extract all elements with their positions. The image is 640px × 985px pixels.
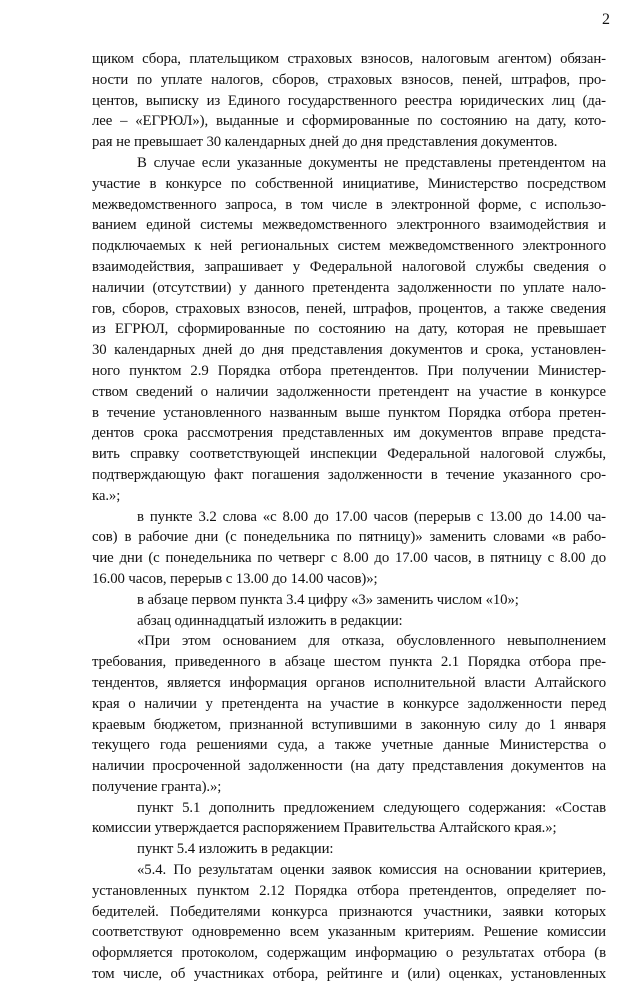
- document-body: [92, 49, 606, 985]
- text-line: ного пунктом 2.9 Порядка отбора претендентов. При получении Министер-: [92, 362, 606, 379]
- text-line: оформляется протоколом, содержащим информацию о результатах отбора (в: [92, 945, 606, 962]
- text-line: том числе, об участниках отбора, рейтинге и (или) оценках, установленных: [92, 966, 606, 983]
- text-line: ка.»;: [92, 487, 121, 504]
- text-line: наличии (отсутствии) у данного претендента задолженности по уплате нало-: [92, 279, 606, 296]
- text-line: из ЕГРЮЛ, сформированные по состоянию на дату, которая не превышает: [92, 321, 606, 338]
- text-line: дентов срока рассмотрения представленных им документов вправе предста-: [92, 425, 606, 442]
- text-line: ством сведений о наличии задолженности претендент на участие в конкурсе: [92, 383, 606, 400]
- text-line: комиссии утверждается распоряжением Правительства Алтайского края.»;: [92, 820, 557, 837]
- text-line: межведомственного запроса, в том числе в электронной форме, с использо-: [92, 196, 606, 213]
- text-line: 30 календарных дней до дня представления документов и срока, установлен-: [92, 342, 606, 359]
- text-line: рая не превышает 30 календарных дней до дня представления документов.: [92, 134, 558, 151]
- text-line: «5.4. По результатам оценки заявок комиссия на основании критериев,: [137, 862, 606, 879]
- text-line: требования, приведенного в абзаце шестом пункта 2.1 Порядка отбора пре-: [92, 654, 606, 671]
- text-line: вить справку соответствующей инспекции Федеральной налоговой службы,: [92, 446, 606, 463]
- text-line: в течение установленного названным выше пунктом Порядка отбора претен-: [92, 404, 606, 421]
- text-line: наличии просроченной задолженности (на дату представления документов на: [92, 758, 606, 775]
- text-line: «При этом основанием для отказа, обусловленного невыполнением: [137, 633, 606, 650]
- text-line: сов) в рабочие дни (с понедельника по пятницу)» заменить словами «в рабо-: [92, 529, 606, 546]
- text-line: взаимодействия, запрашивает у Федеральной налоговой службы сведения о: [92, 258, 606, 275]
- text-line: установленных пунктом 2.12 Порядка отбора претендентов, определяет по-: [92, 882, 606, 899]
- text-line: гов, сборов, страховых взносов, пеней, штрафов, процентов, а также сведения: [92, 300, 606, 317]
- text-line: пункт 5.4 изложить в редакции:: [137, 841, 334, 858]
- text-line: подтверждающую факт погашения задолженности в течение указанного сро-: [92, 466, 606, 483]
- text-line: ности по уплате налогов, сборов, страховых взносов, пеней, штрафов, про-: [92, 71, 606, 88]
- text-line: края о наличии у претендента на участие в конкурсе задолженности перед: [92, 695, 606, 712]
- text-line: щиком сбора, плательщиком страховых взносов, налоговым агентом) обязан-: [92, 51, 606, 67]
- text-line: лее – «ЕГРЮЛ»), выданные и сформированные по состоянию на дату, кото-: [92, 113, 606, 130]
- text-line: краевым бюджетом, признанной вступившими в законную силу до 1 января: [92, 716, 606, 733]
- text-line: центов, выписку из Единого государственного реестра юридических лиц (да-: [92, 92, 606, 109]
- text-line: пункт 5.1 дополнить предложением следующего содержания: «Состав: [137, 799, 606, 816]
- text-line: текущего года решениями суда, а также учетные данные Министерства о: [92, 737, 606, 754]
- text-line: тендентов, является информация органов исполнительной власти Алтайского: [92, 674, 606, 691]
- text-line: участие в конкурсе по собственной инициативе, Министерство посредством: [92, 175, 606, 192]
- text-line: бедителей. Победителями конкурса признаются участники, заявки которых: [92, 903, 606, 920]
- text-line: чие дни (с понедельника по четверг с 8.00 до 17.00 часов, в пятницу с 8.00 до: [92, 550, 606, 567]
- text-line: подключаемых к ней региональных систем межведомственного электронного: [92, 238, 606, 255]
- text-line: получение гранта).»;: [92, 778, 222, 795]
- text-line: в пункте 3.2 слова «с 8.00 до 17.00 часов (перерыв с 13.00 до 14.00 ча-: [137, 508, 606, 525]
- text-line: В случае если указанные документы не представлены претендентом на: [137, 154, 606, 171]
- text-line: абзац одиннадцатый изложить в редакции:: [137, 612, 403, 629]
- text-line: ванием единой системы межведомственного электронного взаимодействия и: [92, 217, 606, 234]
- text-line: 16.00 часов, перерыв с 13.00 до 14.00 часов)»;: [92, 570, 378, 587]
- page-number: 2: [602, 11, 610, 28]
- text-line: в абзаце первом пункта 3.4 цифру «3» заменить числом «10»;: [137, 591, 519, 608]
- text-line: соответствуют одновременно всем указанным критериям. Решение комиссии: [92, 924, 606, 941]
